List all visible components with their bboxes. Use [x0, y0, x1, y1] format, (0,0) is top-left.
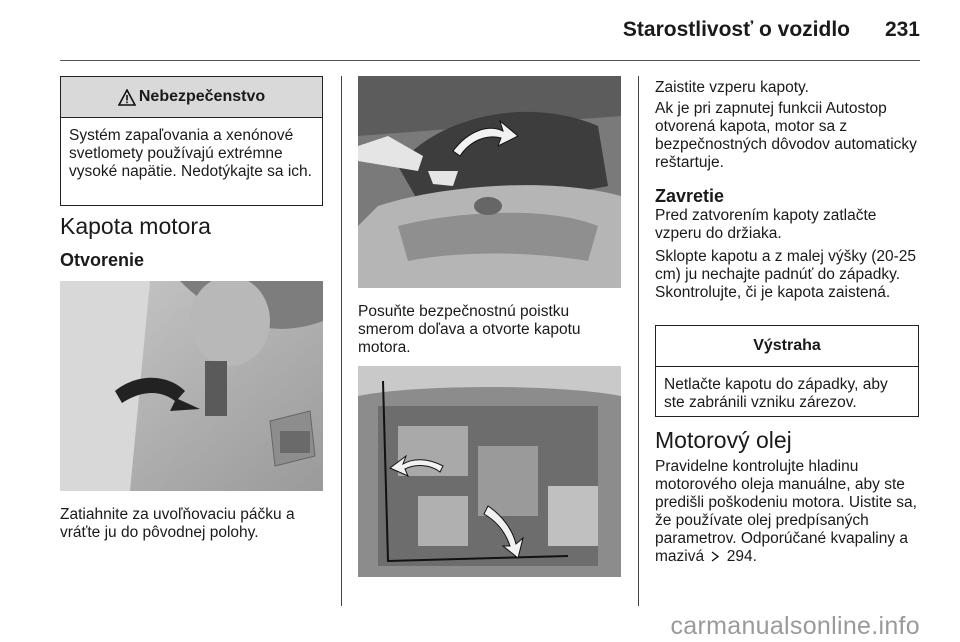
release-lever-photo — [60, 281, 323, 491]
section-title: Kapota motora — [60, 213, 211, 239]
oil-reference-page: 294. — [726, 548, 757, 565]
warning-box-title: Výstraha — [656, 326, 918, 367]
right-para-1: Zaistite vzperu kapoty. — [655, 79, 809, 96]
danger-box-text: Systém zapaľovania a xenónové svetlomety používajú extrémne vysoké napätie. Nedotýkajte sa ich. — [69, 127, 312, 180]
danger-box-header — [61, 77, 322, 118]
close-title: Zavretie — [655, 186, 725, 206]
oil-text: Pravidelne kontrolujte hladinu motorového oleja manuálne, aby ste predišli poškodeniu motora. Uistite sa, že používate olej predpísaných parametrov. Odporúčané kvapaliny a mazivá — [655, 458, 917, 565]
left-caption: Zatiahnite za uvoľňovaciu páčku a vráťte ju do pôvodnej polohy. — [60, 506, 295, 541]
oil-title: Motorový olej — [655, 427, 792, 453]
middle-caption: Posuňte bezpečnostnú poistku smerom doľava a otvorte kapotu motora. — [358, 303, 581, 356]
warning-box-text: Netlačte kapotu do západky, aby ste zabránili vzniku zárezov. — [664, 376, 888, 411]
header-divider — [60, 60, 920, 61]
hood-opening-photo — [358, 76, 621, 288]
watermark: carmanualsonline.info — [670, 612, 920, 640]
danger-box — [60, 76, 323, 206]
close-para-1: Pred zatvorením kapoty zatlačte vzperu do držiaka. — [655, 207, 877, 242]
page-number: 231 — [884, 18, 920, 41]
warning-box — [655, 325, 919, 417]
danger-box-title: Nebezpečenstvo — [138, 88, 266, 105]
column-divider-right — [638, 76, 639, 606]
right-para-2: Ak je pri zapnutej funkcii Autostop otvorená kapota, motor sa z bezpečnostných dôvodov automaticky reštartuje. — [655, 100, 917, 171]
column-divider-left — [341, 76, 342, 606]
engine-bay-photo — [358, 366, 621, 577]
subsection-title: Otvorenie — [60, 250, 145, 270]
oil-paragraph — [655, 458, 923, 566]
close-para-2: Sklopte kapotu a z malej výšky (20-25 cm) ju nechajte padnúť do západky. Skontrolujte, či je kapota zaistená. — [655, 248, 917, 301]
running-header-title: Starostlivosť o vozidlo — [622, 18, 850, 41]
reference-arrow-icon — [710, 551, 720, 562]
warning-triangle-icon — [118, 89, 136, 106]
